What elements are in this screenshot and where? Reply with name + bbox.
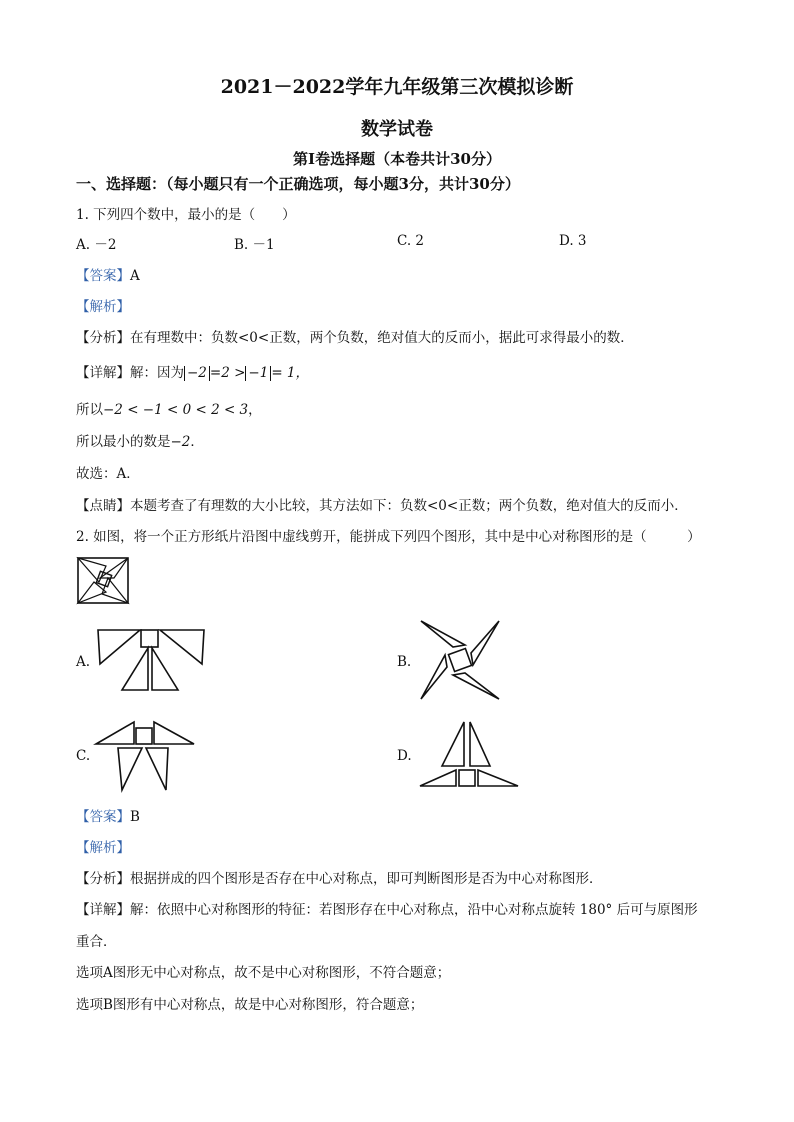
q1-line2 — [76, 398, 262, 418]
detail-text: 解：依照中心对称图形的特征：若图形存在中心对称点，沿中心对称点旋转 180° 后可与原图形 — [130, 902, 698, 918]
q2-detail-cont: 重合． — [76, 934, 117, 950]
q1-choose: 故选：A． — [76, 466, 140, 482]
detail-tag: 【详解】 — [76, 902, 130, 918]
q2-stem: 2. 如图，将一个正方形纸片沿图中虚线剪开，能拼成下列四个图形，其中是中心对称图形的是（ ） — [76, 529, 701, 545]
comment-text: 本题考查了有理数的大小比较，其方法如下：负数<0<正数；两个负数，绝对值大的反而小． — [130, 498, 688, 514]
option-c-figure — [94, 720, 196, 792]
detail-suffix: = 1， — [271, 365, 310, 381]
document-subtitle: 数学试卷 — [361, 119, 433, 140]
q1-option-b: B. －1 — [234, 237, 275, 253]
q1-answer — [76, 264, 140, 284]
fenxi-text: 在有理数中：负数<0<正数，两个负数，绝对值大的反而小，据此可求得最小的数． — [130, 330, 634, 346]
detail-mid: =2 > — [209, 365, 246, 381]
q1-line3 — [76, 430, 204, 450]
option-d-figure — [418, 720, 520, 788]
answer-value: B — [130, 809, 140, 825]
abs-value-neg1: −1 — [245, 366, 271, 381]
q1-detail — [76, 361, 309, 381]
detail-prefix: 解：因为 — [130, 365, 184, 381]
q2-label-a: A. — [76, 654, 91, 670]
inequality-chain: −2 < −1 < 0 < 2 < 3 — [103, 402, 249, 418]
square-paper-figure — [76, 556, 132, 606]
option-b-figure — [419, 619, 501, 701]
q2-answer — [76, 805, 140, 825]
detail-tag: 【详解】 — [76, 365, 130, 381]
line2-suffix: ， — [248, 402, 262, 418]
q1-option-d: D. 3 — [559, 233, 587, 249]
answer-tag: 【答案】 — [76, 809, 130, 825]
fenxi-tag: 【分析】 — [76, 330, 130, 346]
fenxi-text: 根据拼成的四个图形是否存在中心对称点，即可判断图形是否为中心对称图形． — [130, 871, 603, 887]
line3-suffix: ． — [190, 434, 204, 450]
q2-analysis-tag: 【解析】 — [76, 840, 130, 856]
fenxi-tag: 【分析】 — [76, 871, 130, 887]
q1-comment — [76, 494, 688, 514]
comment-tag: 【点睛】 — [76, 498, 130, 514]
q2-fenxi — [76, 867, 603, 887]
q2-label-b: B. — [397, 654, 412, 670]
line3-prefix: 所以最小的数是 — [76, 434, 171, 450]
q2-option-a-analysis: 选项A图形无中心对称点，故不是中心对称图形，不符合题意； — [76, 965, 451, 981]
q1-fenxi — [76, 326, 634, 346]
abs-value-neg2: −2 — [184, 366, 210, 381]
q2-label-c: C. — [76, 748, 91, 764]
q1-option-c: C. 2 — [397, 233, 425, 249]
section-heading: 一、选择题：（每小题只有一个正确选项，每小题3分，共计30分） — [76, 175, 520, 193]
line2-prefix: 所以 — [76, 402, 103, 418]
option-a-figure — [96, 628, 208, 692]
q1-option-a: A. －2 — [76, 237, 117, 253]
q1-stem: 1. 下列四个数中，最小的是（ ） — [76, 207, 296, 223]
min-value: −2 — [170, 434, 191, 450]
document-title: 2021－2022学年九年级第三次模拟诊断 — [220, 76, 574, 98]
answer-tag: 【答案】 — [76, 268, 130, 284]
q2-label-d: D. — [397, 748, 412, 764]
q2-detail — [76, 898, 698, 918]
answer-value: A — [130, 268, 140, 284]
q2-option-b-analysis: 选项B图形有中心对称点，故是中心对称图形，符合题意； — [76, 997, 424, 1013]
part-heading: 第Ⅰ卷选择题（本卷共计30分） — [293, 150, 501, 168]
q1-analysis-tag: 【解析】 — [76, 299, 130, 315]
